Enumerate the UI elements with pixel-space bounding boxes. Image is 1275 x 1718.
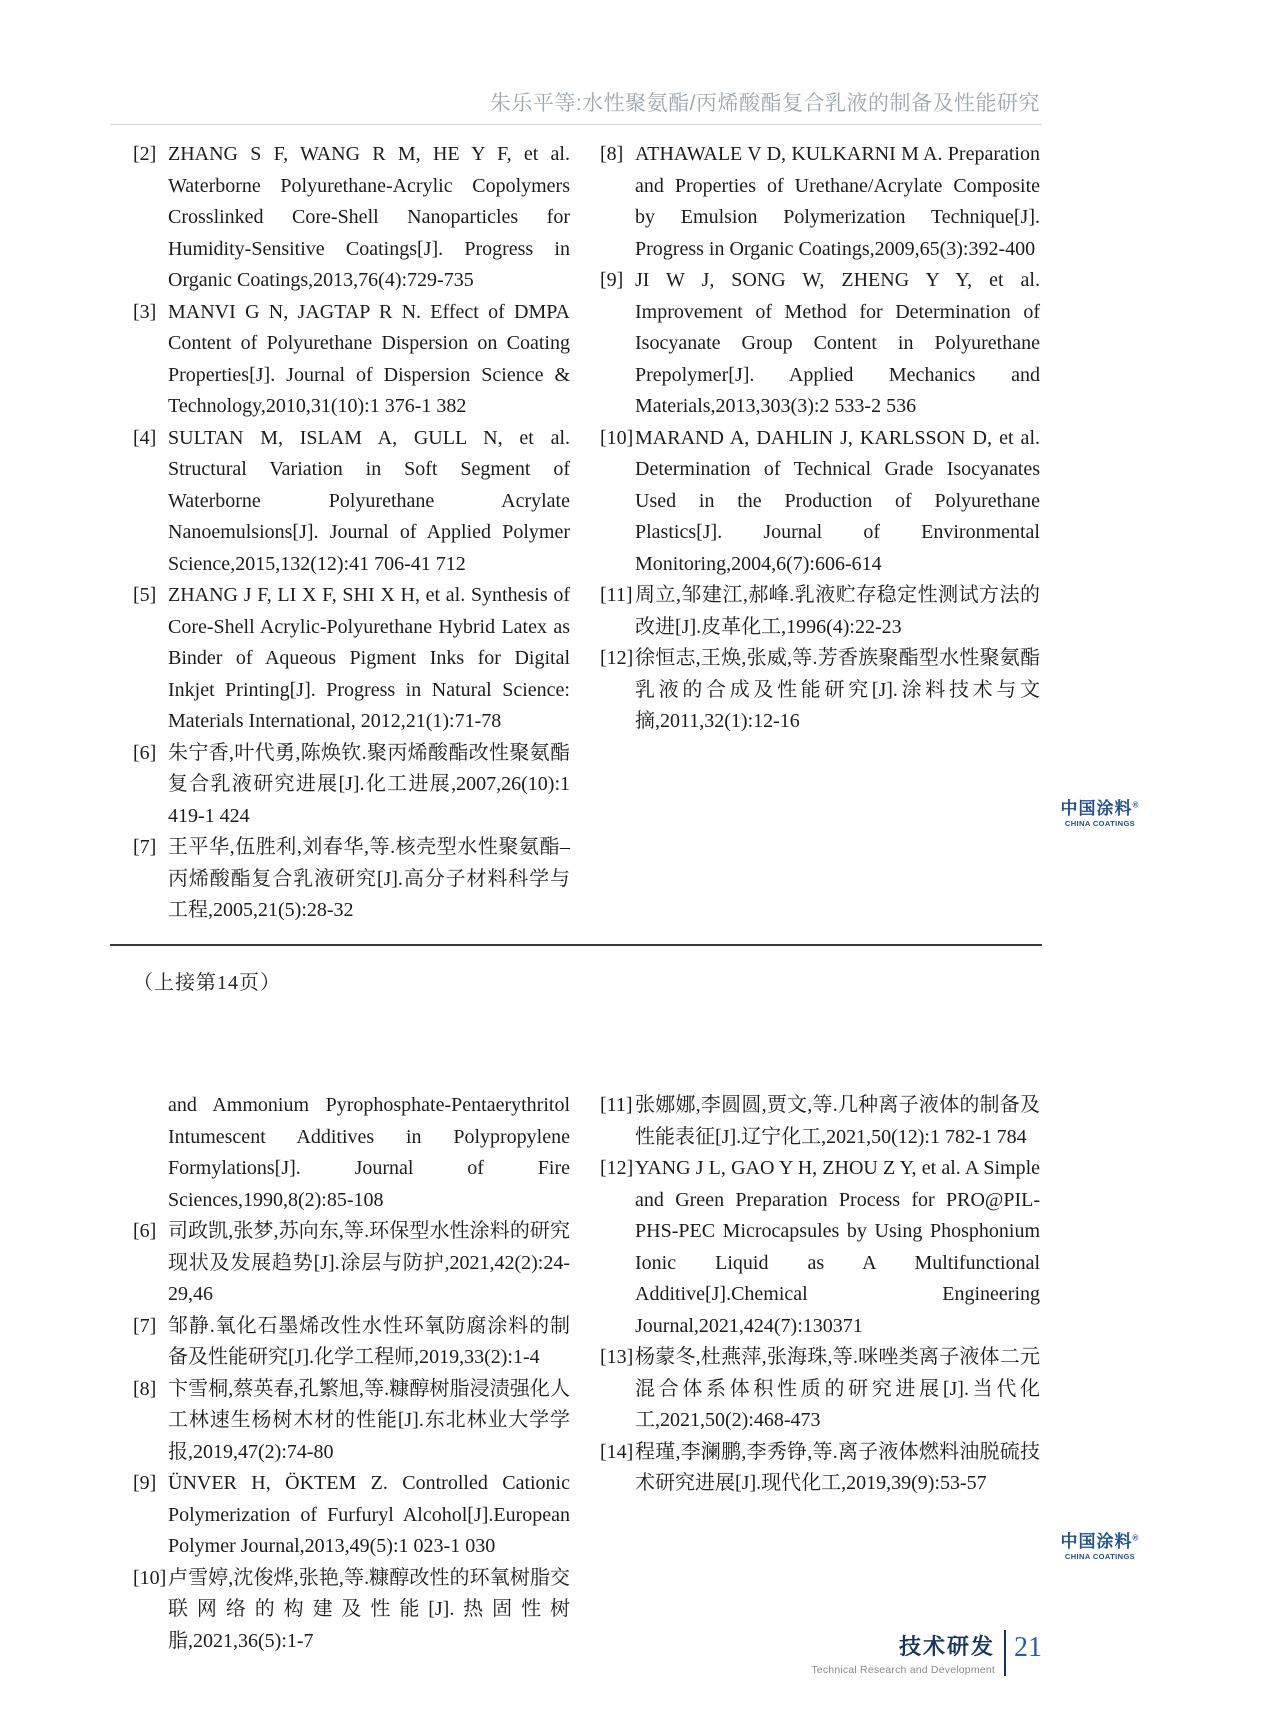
reference-item: [600, 265, 1040, 423]
registered-mark: ®: [1132, 800, 1140, 810]
references-top-right-column: [600, 139, 1040, 738]
reference-text: 卞雪桐,蔡英春,孔繁旭,等.糠醇树脂浸渍强化人工林速生杨树木材的性能[J].东北林业大学学报,2019,47(2):74-80: [168, 1377, 570, 1463]
footer-section-title-en: Technical Research and Development: [811, 1664, 995, 1676]
reference-item: [600, 139, 1040, 265]
reference-item: [133, 738, 570, 833]
reference-item: [600, 1090, 1040, 1153]
reference-text: ATHAWALE V D, KULKARNI M A. Preparation and Properties of Urethane/Acrylate Composite by Emulsion Polymerization Technique[J]. Progress in Organic Coatings,2009,65(3):392-400: [635, 143, 1040, 260]
reference-item: [133, 832, 570, 927]
reference-number: [12]: [600, 647, 634, 669]
reference-text: and Ammonium Pyrophosphate-Pentaerythritol Intumescent Additives in Polypropylene Formylations[J]. Journal of Fire Sciences,1990,8(2):85-108: [168, 1094, 570, 1211]
reference-text: 周立,邹建江,郝峰.乳液贮存稳定性测试方法的改进[J].皮革化工,1996(4):22-23: [635, 584, 1040, 638]
registered-mark: ®: [1132, 1533, 1140, 1543]
reference-text: 朱宁香,叶代勇,陈焕钦.聚丙烯酸酯改性聚氨酯复合乳液研究进展[J].化工进展,2007,26(10):1 419-1 424: [168, 741, 570, 827]
reference-item: [133, 1311, 570, 1374]
reference-item: [600, 580, 1040, 643]
page-footer: [811, 1630, 1042, 1676]
reference-text: JI W J, SONG W, ZHENG Y Y, et al. Improvement of Method for Determination of Isocyanate Group Content in Polyurethane Prepolymer[J]. Applied Mechanics and Materials,2013,303(3):2 533-2 536: [635, 269, 1040, 417]
header-rule: [110, 124, 1042, 125]
reference-text: 杨蒙冬,杜燕萍,张海珠,等.咪唑类离子液体二元混合体系体积性质的研究进展[J].当代化工,2021,50(2):468-473: [635, 1346, 1040, 1431]
references-top-left-column: [133, 139, 570, 927]
reference-text: SULTAN M, ISLAM A, GULL N, et al. Structural Variation in Soft Segment of Waterborne Polyurethane Acrylate Nanoemulsions[J]. Journal of Applied Polymer Science,2015,132(12):41 706-41 712: [168, 426, 570, 575]
reference-item: [133, 423, 570, 581]
china-coatings-logo-cn: 中国涂料®: [1060, 799, 1140, 818]
reference-number: [11]: [600, 584, 633, 606]
reference-number: [2]: [133, 143, 157, 165]
reference-number: [7]: [133, 836, 157, 858]
china-coatings-logo-cn: 中国涂料®: [1060, 1532, 1140, 1551]
reference-text: 王平华,伍胜利,刘春华,等.核壳型水性聚氨酯–丙烯酸酯复合乳液研究[J].高分子材料科学与工程,2005,21(5):28-32: [168, 836, 570, 921]
reference-number: [10]: [600, 426, 634, 449]
reference-text: ÜNVER H, ÖKTEM Z. Controlled Cationic Polymerization of Furfuryl Alcohol[J].European Polymer Journal,2013,49(5):1 023-1 030: [168, 1472, 570, 1557]
reference-number: [3]: [133, 300, 157, 323]
reference-text: 司政凯,张梦,苏向东,等.环保型水性涂料的研究现状及发展趋势[J].涂层与防护,2021,42(2):24-29,46: [168, 1220, 570, 1305]
reference-number: [9]: [600, 269, 624, 291]
reference-continuation: [133, 1090, 570, 1216]
reference-number: [6]: [133, 741, 157, 764]
reference-text: 程瑾,李澜鹏,李秀铮,等.离子液体燃料油脱硫技术研究进展[J].现代化工,2019,39(9):53-57: [635, 1440, 1040, 1494]
reference-text: 徐恒志,王焕,张威,等.芳香族聚酯型水性聚氨酯乳液的合成及性能研究[J].涂料技术与文摘,2011,32(1):12-16: [635, 647, 1040, 732]
reference-number: [13]: [600, 1346, 634, 1368]
reference-text: YANG J L, GAO Y H, ZHOU Z Y, et al. A Simple and Green Preparation Process for PRO@PIL-PHS-PEC Microcapsules by Using Phosphonium Ionic Liquid as A Multifunctional Additive[J].Chemical Engineering Journal,2021,424(7):130371: [635, 1157, 1040, 1337]
china-coatings-logo: [1058, 800, 1142, 828]
reference-text: 邹静.氧化石墨烯改性水性环氧防腐涂料的制备及性能研究[J].化学工程师,2019,33(2):1-4: [168, 1314, 570, 1368]
running-header-title: 朱乐平等:水性聚氨酯/丙烯酸酯复合乳液的制备及性能研究: [489, 92, 1040, 115]
references-bottom-right-column: [600, 1090, 1040, 1500]
page-number: 21: [1014, 1632, 1042, 1663]
reference-item: [600, 1153, 1040, 1342]
reference-item: [600, 1342, 1040, 1437]
china-coatings-logo-en: CHINA COATINGS: [1064, 818, 1136, 828]
reference-number: [4]: [133, 426, 157, 449]
reference-text: MANVI G N, JAGTAP R N. Effect of DMPA Content of Polyurethane Dispersion on Coating Properties[J]. Journal of Dispersion Science & Technology,2010,31(10):1 376-1 382: [168, 300, 570, 417]
reference-number: [11]: [600, 1094, 633, 1116]
reference-item: [133, 1563, 570, 1658]
references-bottom-left-column: [133, 1090, 570, 1657]
reference-number: [14]: [600, 1440, 634, 1463]
reference-item: [600, 423, 1040, 581]
reference-number: [10]: [133, 1566, 167, 1589]
reference-text: 张娜娜,李圆圆,贾文,等.几种离子液体的制备及性能表征[J].辽宁化工,2021,50(12):1 782-1 784: [635, 1094, 1040, 1148]
reference-number: [8]: [600, 143, 624, 165]
reference-item: [600, 1437, 1040, 1500]
reference-number: [8]: [133, 1377, 157, 1400]
reference-item: [133, 580, 570, 738]
footer-section-title-cn: 技术研发: [898, 1634, 995, 1659]
reference-item: [133, 1374, 570, 1469]
section-divider-rule: [110, 944, 1042, 946]
reference-item: [133, 139, 570, 297]
continuation-note: （上接第14页）: [133, 972, 281, 994]
reference-number: [5]: [133, 584, 157, 606]
reference-number: [12]: [600, 1157, 634, 1179]
reference-text: ZHANG J F, LI X F, SHI X H, et al. Synthesis of Core-Shell Acrylic-Polyurethane Hybrid Latex as Binder of Aqueous Pigment Inks for Digital Inkjet Printing[J]. Progress in Natural Science: Materials International, 2012,21(1):71-78: [168, 584, 570, 732]
reference-text: MARAND A, DAHLIN J, KARLSSON D, et al. Determination of Technical Grade Isocyanates Used in the Production of Polyurethane Plastics[J]. Journal of Environmental Monitoring,2004,6(7):606-614: [635, 426, 1040, 575]
reference-text: ZHANG S F, WANG R M, HE Y F, et al. Waterborne Polyurethane-Acrylic Copolymers Crosslinked Core-Shell Nanoparticles for Humidity-Sensitive Coatings[J]. Progress in Organic Coatings,2013,76(4):729-735: [168, 143, 570, 291]
china-coatings-logo: [1058, 1533, 1142, 1561]
reference-item: [133, 297, 570, 423]
reference-text: 卢雪婷,沈俊烨,张艳,等.糠醇改性的环氧树脂交联网络的构建及性能[J].热固性树脂,2021,36(5):1-7: [168, 1566, 570, 1652]
footer-section-block: [811, 1630, 1004, 1676]
reference-item: [133, 1216, 570, 1311]
reference-item: [133, 1468, 570, 1563]
reference-number: [7]: [133, 1314, 157, 1337]
china-coatings-logo-en: CHINA COATINGS: [1064, 1551, 1136, 1561]
reference-item: [600, 643, 1040, 738]
reference-number: [6]: [133, 1220, 157, 1242]
reference-number: [9]: [133, 1472, 157, 1494]
